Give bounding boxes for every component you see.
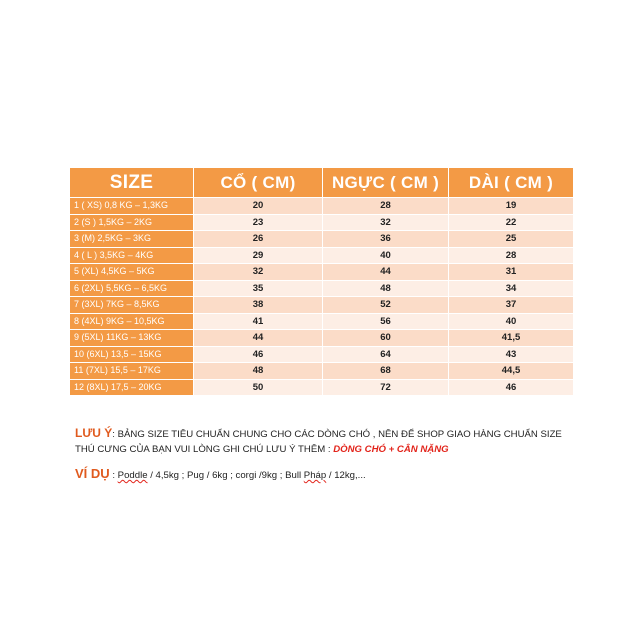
chest-value-cell: 52: [323, 297, 449, 314]
length-value-cell: 34: [449, 280, 574, 297]
example-title: VÍ DỤ: [75, 466, 110, 481]
chest-value-cell: 48: [323, 280, 449, 297]
example-word-poddle: Poddle: [117, 470, 148, 481]
example-word-phap: Pháp: [303, 470, 327, 481]
header-length: DÀI ( CM ): [449, 168, 574, 198]
chest-value-cell: 28: [323, 198, 449, 215]
size-label-cell: 8 (4XL) 9KG – 10,5KG: [70, 313, 194, 330]
example-post: / 12kg,...: [326, 470, 366, 481]
chest-value-cell: 72: [323, 379, 449, 396]
chest-value-cell: 44: [323, 264, 449, 281]
length-value-cell: 40: [449, 313, 574, 330]
table-row: [70, 363, 574, 380]
size-label-cell: 10 (6XL) 13,5 – 15KG: [70, 346, 194, 363]
neck-value-cell: 32: [194, 264, 323, 281]
example-mid: / 4,5kg ; Pug / 6kg ; corgi /9kg ; Bull: [147, 470, 304, 481]
note-title: LƯU Ý: [75, 426, 113, 440]
note-block: [75, 426, 595, 457]
note-highlight: DÒNG CHÓ + CÂN NẶNG: [333, 444, 449, 455]
size-label-cell: 4 ( L ) 3,5KG – 4KG: [70, 247, 194, 264]
size-label-cell: 12 (8XL) 17,5 – 20KG: [70, 379, 194, 396]
neck-value-cell: 20: [194, 198, 323, 215]
table-header-row: [70, 168, 574, 198]
header-size: SIZE: [70, 168, 194, 198]
notes-section: [75, 426, 595, 483]
table-row: [70, 330, 574, 347]
neck-value-cell: 29: [194, 247, 323, 264]
neck-value-cell: 38: [194, 297, 323, 314]
neck-value-cell: 48: [194, 363, 323, 380]
neck-value-cell: 44: [194, 330, 323, 347]
table-row: [70, 280, 574, 297]
size-label-cell: 2 (S ) 1,5KG – 2KG: [70, 214, 194, 231]
table-row: [70, 297, 574, 314]
neck-value-cell: 41: [194, 313, 323, 330]
neck-value-cell: 35: [194, 280, 323, 297]
neck-value-cell: 26: [194, 231, 323, 248]
neck-value-cell: 50: [194, 379, 323, 396]
size-label-cell: 9 (5XL) 11KG – 13KG: [70, 330, 194, 347]
length-value-cell: 28: [449, 247, 574, 264]
length-value-cell: 22: [449, 214, 574, 231]
chest-value-cell: 36: [323, 231, 449, 248]
size-table: [69, 167, 574, 396]
neck-value-cell: 46: [194, 346, 323, 363]
chest-value-cell: 32: [323, 214, 449, 231]
example-pre: :: [109, 470, 118, 481]
length-value-cell: 31: [449, 264, 574, 281]
note-text-1: : BẢNG SIZE TIÊU CHUẨN CHUNG CHO CÁC DÒNG CHÓ , NÊN ĐỂ SHOP GIAO HÀNG CHUẨN SIZE: [112, 429, 562, 440]
length-value-cell: 19: [449, 198, 574, 215]
size-label-cell: 6 (2XL) 5,5KG – 6,5KG: [70, 280, 194, 297]
chest-value-cell: 68: [323, 363, 449, 380]
size-label-cell: 1 ( XS) 0,8 KG – 1,3KG: [70, 198, 194, 215]
length-value-cell: 25: [449, 231, 574, 248]
length-value-cell: 46: [449, 379, 574, 396]
header-neck: CỔ ( CM): [194, 168, 323, 198]
size-label-cell: 7 (3XL) 7KG – 8,5KG: [70, 297, 194, 314]
table-row: [70, 214, 574, 231]
table-row: [70, 264, 574, 281]
table-row: [70, 313, 574, 330]
table-row: [70, 247, 574, 264]
example-block: [75, 466, 595, 483]
length-value-cell: 41,5: [449, 330, 574, 347]
length-value-cell: 37: [449, 297, 574, 314]
table-row: [70, 346, 574, 363]
table-row: [70, 379, 574, 396]
chest-value-cell: 56: [323, 313, 449, 330]
size-label-cell: 5 (XL) 4,5KG – 5KG: [70, 264, 194, 281]
neck-value-cell: 23: [194, 214, 323, 231]
length-value-cell: 44,5: [449, 363, 574, 380]
length-value-cell: 43: [449, 346, 574, 363]
size-label-cell: 3 (M) 2,5KG – 3KG: [70, 231, 194, 248]
chest-value-cell: 60: [323, 330, 449, 347]
note-text-2: THÚ CƯNG CỦA BẠN VUI LÒNG GHI CHÚ LƯU Ý THÊM :: [75, 444, 334, 455]
table-row: [70, 231, 574, 248]
size-label-cell: 11 (7XL) 15,5 – 17KG: [70, 363, 194, 380]
chest-value-cell: 64: [323, 346, 449, 363]
table-row: [70, 198, 574, 215]
header-chest: NGỰC ( CM ): [323, 168, 449, 198]
chest-value-cell: 40: [323, 247, 449, 264]
